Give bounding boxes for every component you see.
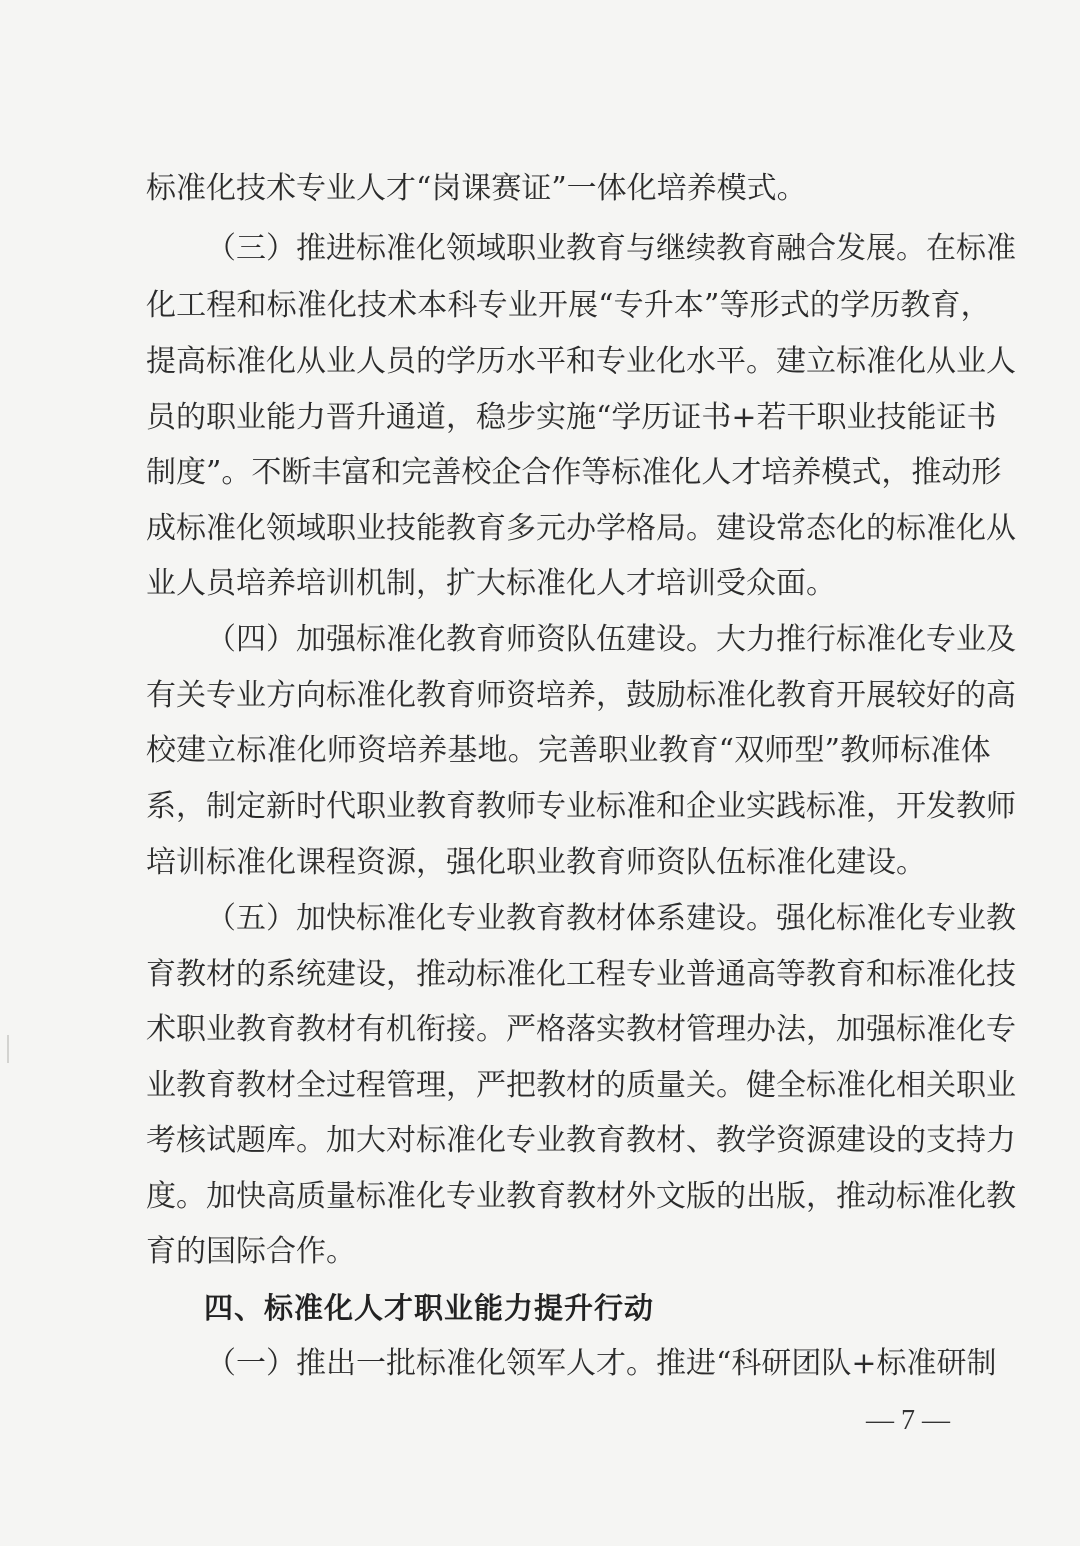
paragraph-line-13: 培训标准化课程资源，强化职业教育师资队伍标准化建设。 xyxy=(146,845,926,880)
paragraph-line-19: 度 。 加 快 高 质 量 标 准 化 专 业 教 育 教 材 外 文 版 的 出 版 ， 推 动 标 准 化 教 xyxy=(146,1179,1016,1214)
paragraph-line-17: 业 教 育 教 材 全 过 程 管 理 ， 严 把 教 材 的 质 量 关 。 健 全 标 准 化 相 关 职 业 xyxy=(146,1068,1016,1103)
paragraph-line-15: 育 教 材 的 系 统 建 设 ， 推 动 标 准 化 工 程 专 业 普 通 高 等 教 育 和 标 准 化 技 xyxy=(146,957,1016,992)
paragraph-line-4: 提 高 标 准 化 从 业 人 员 的 学 历 水 平 和 专 业 化 水 平 。 建 立 标 准 化 从 业 人 xyxy=(146,344,1016,379)
paragraph-line-8: 业人员培养培训机制，扩大标准化人才培训受众面。 xyxy=(146,566,836,601)
paragraph-line-1: 标准化技术专业人才“岗课赛证”一体化培养模式。 xyxy=(146,171,807,206)
paragraph-line-18: 考 核 试 题 库 。 加 大 对 标 准 化 专 业 教 育 教 材 、 教 学 资 源 建 设 的 支 持 力 xyxy=(146,1123,1016,1158)
paragraph-line-9: （ 四 ） 加 强 标 准 化 教 育 师 资 队 伍 建 设 。 大 力 推 行 标 准 化 专 业 及 xyxy=(206,622,1016,657)
section-heading: 四、标准化人才职业能力提升行动 xyxy=(204,1291,655,1325)
page-number: — 7 — xyxy=(866,1405,950,1436)
paragraph-line-16: 术 职 业 教 育 教 材 有 机 衔 接 。 严 格 落 实 教 材 管 理 办 法 ， 加 强 标 准 化 专 xyxy=(146,1012,1016,1047)
paragraph-line-10: 有 关 专 业 方 向 标 准 化 教 育 师 资 培 养 ， 鼓 励 标 准 化 教 育 开 展 较 好 的 高 xyxy=(146,678,1016,713)
paragraph-line-7: 成 标 准 化 领 域 职 业 技 能 教 育 多 元 办 学 格 局 。 建 设 常 态 化 的 标 准 化 从 xyxy=(146,511,1016,546)
paragraph-line-20: 育的国际合作。 xyxy=(146,1234,356,1269)
paragraph-line-14: （ 五 ） 加 快 标 准 化 专 业 教 育 教 材 体 系 建 设 。 强 化 标 准 化 专 业 教 xyxy=(206,901,1016,936)
paragraph-line-6: 制 度 ” 。 不 断 丰 富 和 完 善 校 企 合 作 等 标 准 化 人 才 培 养 模 式 ， 推 动 形 xyxy=(146,455,1002,490)
paragraph-line-12: 系 ， 制 定 新 时 代 职 业 教 育 教 师 专 业 标 准 和 企 业 实 践 标 准 ， 开 发 教 师 xyxy=(146,789,1016,824)
paragraph-line-2: （ 三 ） 推 进 标 准 化 领 域 职 业 教 育 与 继 续 教 育 融 合 发 展 。 在 标 准 xyxy=(206,231,1016,266)
paragraph-line-5: 员 的 职 业 能 力 晋 升 通 道 ， 稳 步 实 施 “ 学 历 证 书 + 若 干 职 业 技 能 证 书 xyxy=(146,400,997,435)
section-first-line: （ 一 ） 推 出 一 批 标 准 化 领 军 人 才 。 推 进 “ 科 研 团 队 + 标 准 研 制 xyxy=(206,1346,997,1381)
paragraph-line-3: 化 工 程 和 标 准 化 技 术 本 科 专 业 开 展 “ 专 升 本 ” 等 形 式 的 学 历 教 育 ， xyxy=(146,288,991,323)
paragraph-line-11: 校 建 立 标 准 化 师 资 培 养 基 地 。 完 善 职 业 教 育 “ 双 师 型 ” 教 师 标 准 体 xyxy=(146,733,991,768)
scan-edge-mark xyxy=(7,1035,9,1063)
